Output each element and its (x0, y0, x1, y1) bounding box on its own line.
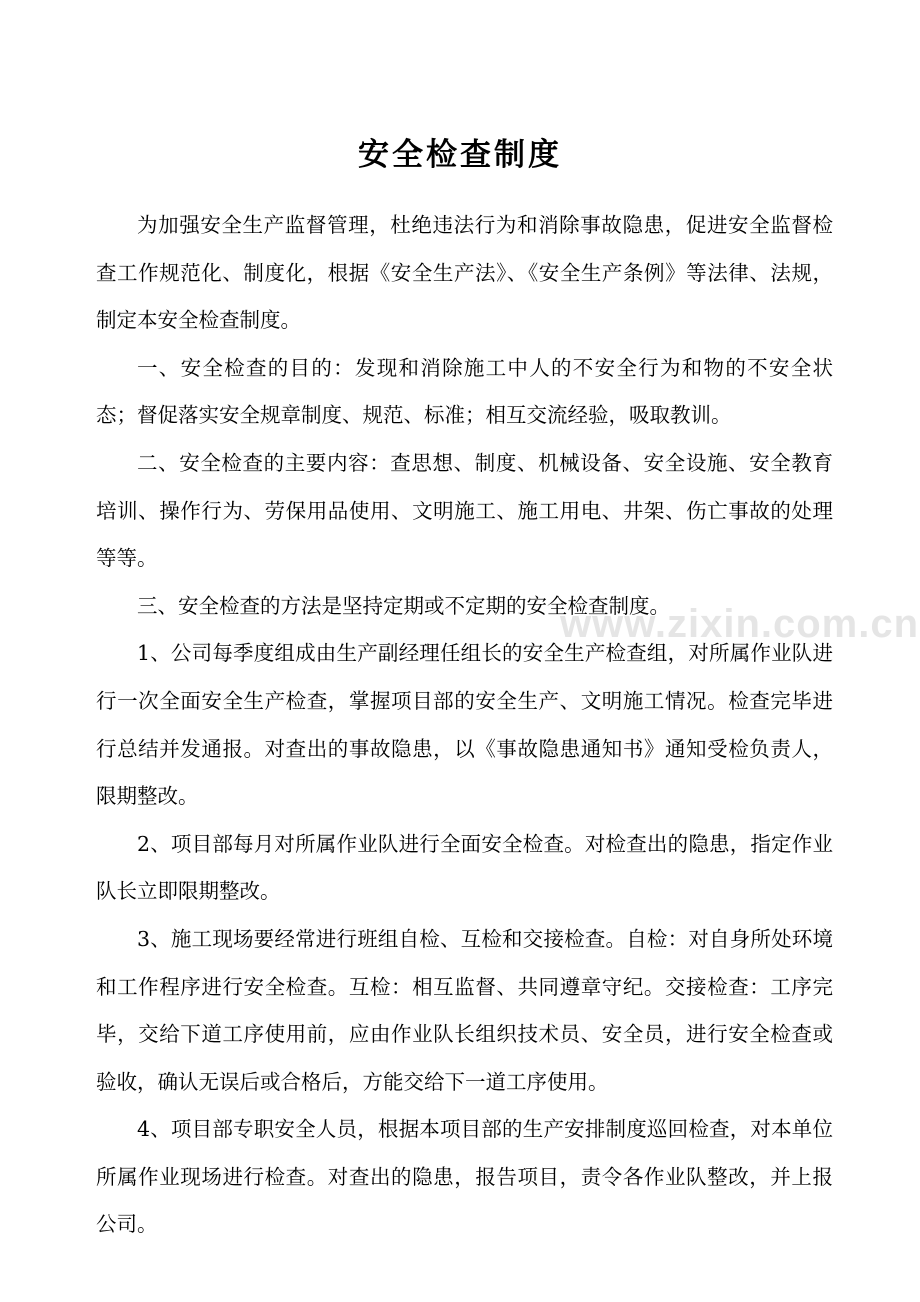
section-purpose-paragraph: 一、安全检查的目的：发现和消除施工中人的不安全行为和物的不安全状态；督促落实安全规章制度、规范、标准；相互交流经验，吸取教训。 (96, 355, 833, 428)
watermark: www.zixin.com.cn (560, 602, 920, 646)
item-4-paragraph: 4、项目部专职安全人员，根据本项目部的生产安排制度巡回检查，对本单位所属作业现场进行检查。对查出的隐患，报告项目，责令各作业队整改，并上报公司。 (96, 1117, 833, 1237)
item-1-paragraph: 1、公司每季度组成由生产副经理任组长的安全生产检查组，对所属作业队进行一次全面安全生产检查，掌握项目部的安全生产、文明施工情况。检查完毕进行总结并发通报。对查出的事故隐患，以《事故隐患通知书》通知受检负责人，限期整改。 (96, 641, 833, 809)
document-body (96, 202, 833, 1249)
section-content-paragraph: 二、安全检查的主要内容：查思想、制度、机械设备、安全设施、安全教育培训、操作行为、劳保用品使用、文明施工、施工用电、井架、伤亡事故的处理等等。 (96, 450, 833, 571)
intro-paragraph: 为加强安全生产监督管理，杜绝违法行为和消除事故隐患，促进安全监督检查工作规范化、制度化，根据《安全生产法》、《安全生产条例》等法律、法规，制定本安全检查制度。 (96, 213, 833, 333)
item-3-paragraph: 3、施工现场要经常进行班组自检、互检和交接检查。自检：对自身所处环境和工作程序进行安全检查。互检：相互监督、共同遵章守纪。交接检查：工序完毕，交给下道工序使用前，应由作业队长组织技术员、安全员，进行安全检查或验收，确认无误后或合格后，方能交给下一道工序使用。 (96, 926, 833, 1094)
section-method-paragraph: 三、安全检查的方法是坚持定期或不定期的安全检查制度。 (137, 593, 670, 618)
document-title: 安全检查制度 (358, 137, 562, 173)
item-2-paragraph: 2、项目部每月对所属作业队进行全面安全检查。对检查出的隐患，指定作业队长立即限期整改。 (96, 831, 833, 904)
